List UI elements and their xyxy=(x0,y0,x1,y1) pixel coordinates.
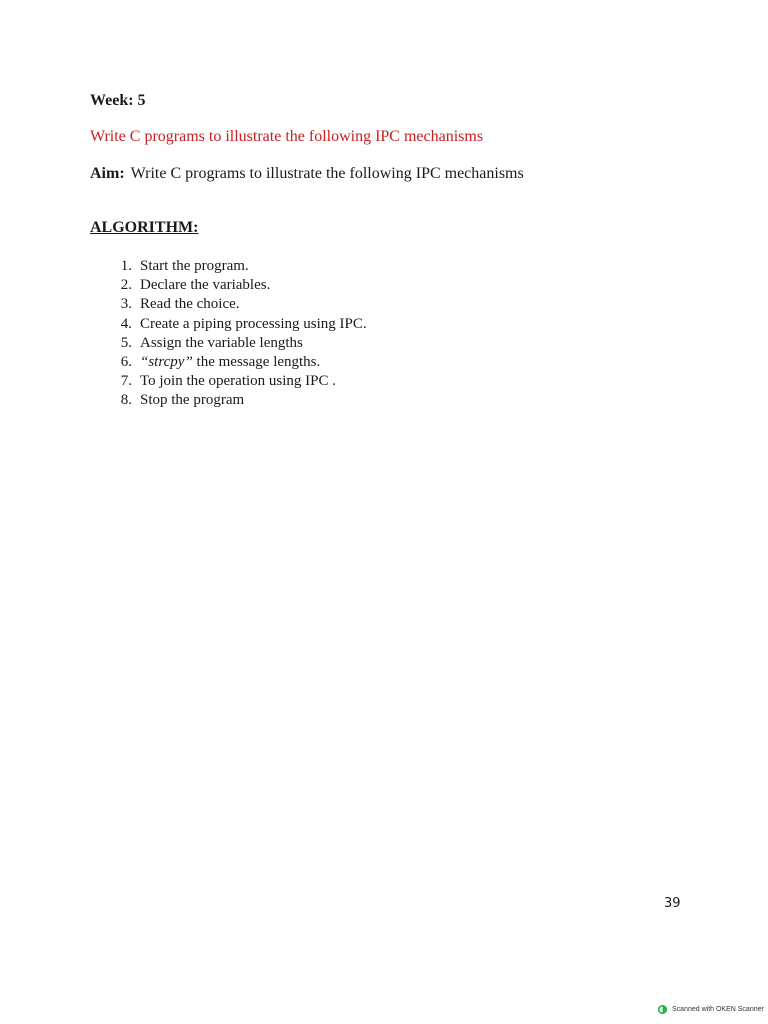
aim-text: Write C programs to illustrate the following IPC mechanisms xyxy=(130,165,524,182)
step-number: 5. xyxy=(120,334,132,351)
algorithm-heading: ALGORITHM: xyxy=(90,219,199,236)
step-number: 6. xyxy=(120,353,132,370)
algorithm-step xyxy=(90,315,367,334)
step-text: Read the choice. xyxy=(140,296,240,313)
algorithm-step xyxy=(90,276,367,295)
step-text: Declare the variables. xyxy=(140,277,271,294)
scanner-watermark xyxy=(658,1005,764,1014)
algorithm-steps xyxy=(90,257,367,411)
step-text: To join the operation using IPC . xyxy=(140,373,337,390)
step-text: Create a piping processing using IPC. xyxy=(140,315,367,332)
step-text: Stop the program xyxy=(140,392,245,409)
algorithm-step xyxy=(90,295,367,314)
step-text: Assign the variable lengths xyxy=(140,334,303,351)
algorithm-step xyxy=(90,353,367,372)
step-text: Start the program. xyxy=(140,258,249,274)
step-text: the message lengths. xyxy=(192,353,321,370)
week-heading: Week: 5 xyxy=(90,92,146,109)
step-number: 4. xyxy=(120,315,132,332)
program-title: Write C programs to illustrate the following IPC mechanisms xyxy=(90,128,484,145)
step-number: 7. xyxy=(120,373,132,390)
scanner-text: Scanned with OKEN Scanner xyxy=(672,1006,764,1013)
step-number: 3. xyxy=(120,296,132,313)
step-number: 8. xyxy=(120,392,132,409)
algorithm-step xyxy=(90,257,367,276)
algorithm-step xyxy=(90,391,367,410)
aim-line xyxy=(90,165,524,183)
algorithm-step xyxy=(90,372,367,391)
algorithm-step xyxy=(90,334,367,353)
step-number: 2. xyxy=(120,277,132,294)
scanner-logo-icon xyxy=(658,1005,667,1014)
step-code-term: “strcpy” xyxy=(140,353,193,370)
aim-label: Aim: xyxy=(90,165,125,182)
page-number: 39 xyxy=(664,896,681,911)
step-number: 1. xyxy=(120,258,132,274)
